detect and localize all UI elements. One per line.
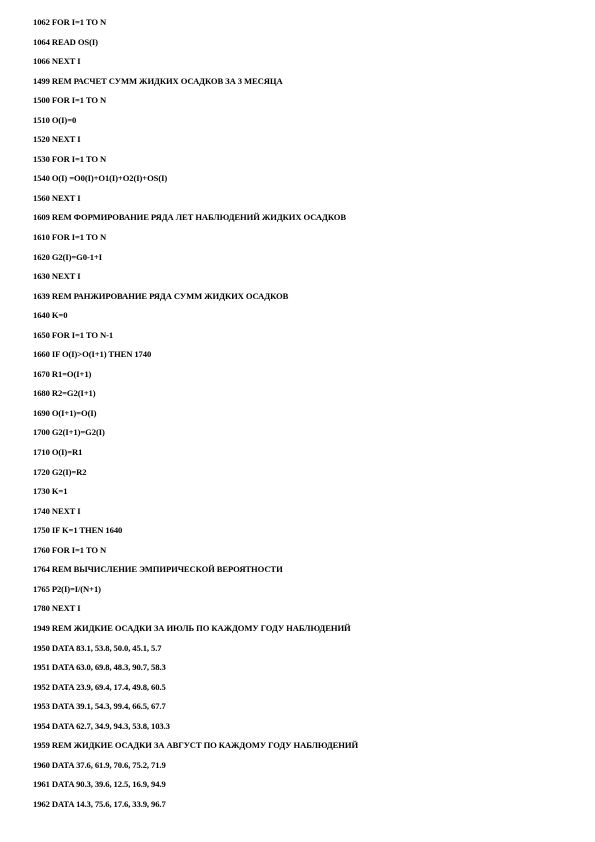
code-line: 1066 NEXT I bbox=[33, 56, 81, 67]
code-line: 1954 DATA 62.7, 34.9, 94.3, 53.8, 103.3 bbox=[33, 720, 170, 731]
code-line: 1959 REM ЖИДКИЕ ОСАДКИ ЗА АВГУСТ ПО КАЖДОМУ ГОДУ НАБЛЮДЕНИЙ bbox=[33, 740, 359, 751]
code-line: 1520 NEXT I bbox=[33, 134, 81, 145]
code-line: 1499 REM РАСЧЕТ СУММ ЖИДКИХ ОСАДКОВ ЗА 3 МЕСЯЦА bbox=[33, 75, 283, 86]
code-line: 1950 DATA 83.1, 53.8, 50.0, 45.1, 5.7 bbox=[33, 642, 162, 653]
code-line: 1530 FOR I=1 TO N bbox=[33, 153, 107, 164]
code-line: 1730 K=1 bbox=[33, 486, 68, 497]
code-line: 1780 NEXT I bbox=[33, 603, 81, 614]
code-line: 1670 R1=O(I+1) bbox=[33, 368, 92, 379]
code-line: 1700 G2(I+1)=G2(I) bbox=[33, 427, 105, 438]
code-line: 1680 R2=G2(I+1) bbox=[33, 388, 96, 399]
code-line: 1064 READ OS(I) bbox=[33, 36, 98, 47]
code-line: 1630 NEXT I bbox=[33, 271, 81, 282]
code-line: 1750 IF K=1 THEN 1640 bbox=[33, 525, 123, 536]
code-line: 1952 DATA 23.9, 69.4, 17.4, 49.8, 60.5 bbox=[33, 681, 166, 692]
code-line: 1560 NEXT I bbox=[33, 192, 81, 203]
code-line: 1949 REM ЖИДКИЕ ОСАДКИ ЗА ИЮЛЬ ПО КАЖДОМУ ГОДУ НАБЛЮДЕНИЙ bbox=[33, 622, 351, 633]
code-line: 1951 DATA 63.0, 69.8, 48.3, 90.7, 58.3 bbox=[33, 662, 166, 673]
code-line: 1540 O(I) =O0(I)+O1(I)+O2(I)+OS(I) bbox=[33, 173, 168, 184]
code-line: 1510 O(I)=0 bbox=[33, 114, 77, 125]
code-line: 1640 K=0 bbox=[33, 310, 68, 321]
code-line: 1690 O(I+1)=O(I) bbox=[33, 407, 97, 418]
code-line: 1764 REM ВЫЧИСЛЕНИЕ ЭМПИРИЧЕСКОЙ ВЕРОЯТНОСТИ bbox=[33, 564, 283, 575]
code-line: 1660 IF O(I)>O(I+1) THEN 1740 bbox=[33, 349, 152, 360]
code-line: 1062 FOR I=1 TO N bbox=[33, 17, 107, 27]
code-line: 1620 G2(I)=G0-1+I bbox=[33, 251, 102, 262]
code-line: 1765 P2(I)=I/(N+1) bbox=[33, 583, 101, 594]
code-line: 1609 REM ФОРМИРОВАНИЕ РЯДА ЛЕТ НАБЛЮДЕНИЙ ЖИДКИХ ОСАДКОВ bbox=[33, 212, 346, 223]
code-line: 1961 DATA 90.3, 39.6, 12.5, 16.9, 94.9 bbox=[33, 779, 166, 790]
code-line: 1740 NEXT I bbox=[33, 505, 81, 516]
code-line: 1760 FOR I=1 TO N bbox=[33, 544, 107, 555]
code-line: 1500 FOR I=1 TO N bbox=[33, 95, 107, 106]
code-line: 1650 FOR I=1 TO N-1 bbox=[33, 329, 114, 340]
code-line: 1639 REM РАНЖИРОВАНИЕ РЯДА СУММ ЖИДКИХ ОСАДКОВ bbox=[33, 290, 289, 301]
code-line: 1710 O(I)=R1 bbox=[33, 447, 83, 458]
code-line: 1962 DATA 14.3, 75.6, 17.6, 33.9, 96.7 bbox=[33, 798, 166, 809]
code-line: 1953 DATA 39.1, 54.3, 99.4, 66.5, 67.7 bbox=[33, 701, 166, 712]
code-line: 1960 DATA 37.6, 61.9, 70.6, 75.2, 71.9 bbox=[33, 759, 166, 770]
code-line: 1610 FOR I=1 TO N bbox=[33, 232, 107, 243]
code-line: 1720 G2(I)=R2 bbox=[33, 466, 87, 477]
basic-code-listing bbox=[33, 15, 358, 816]
